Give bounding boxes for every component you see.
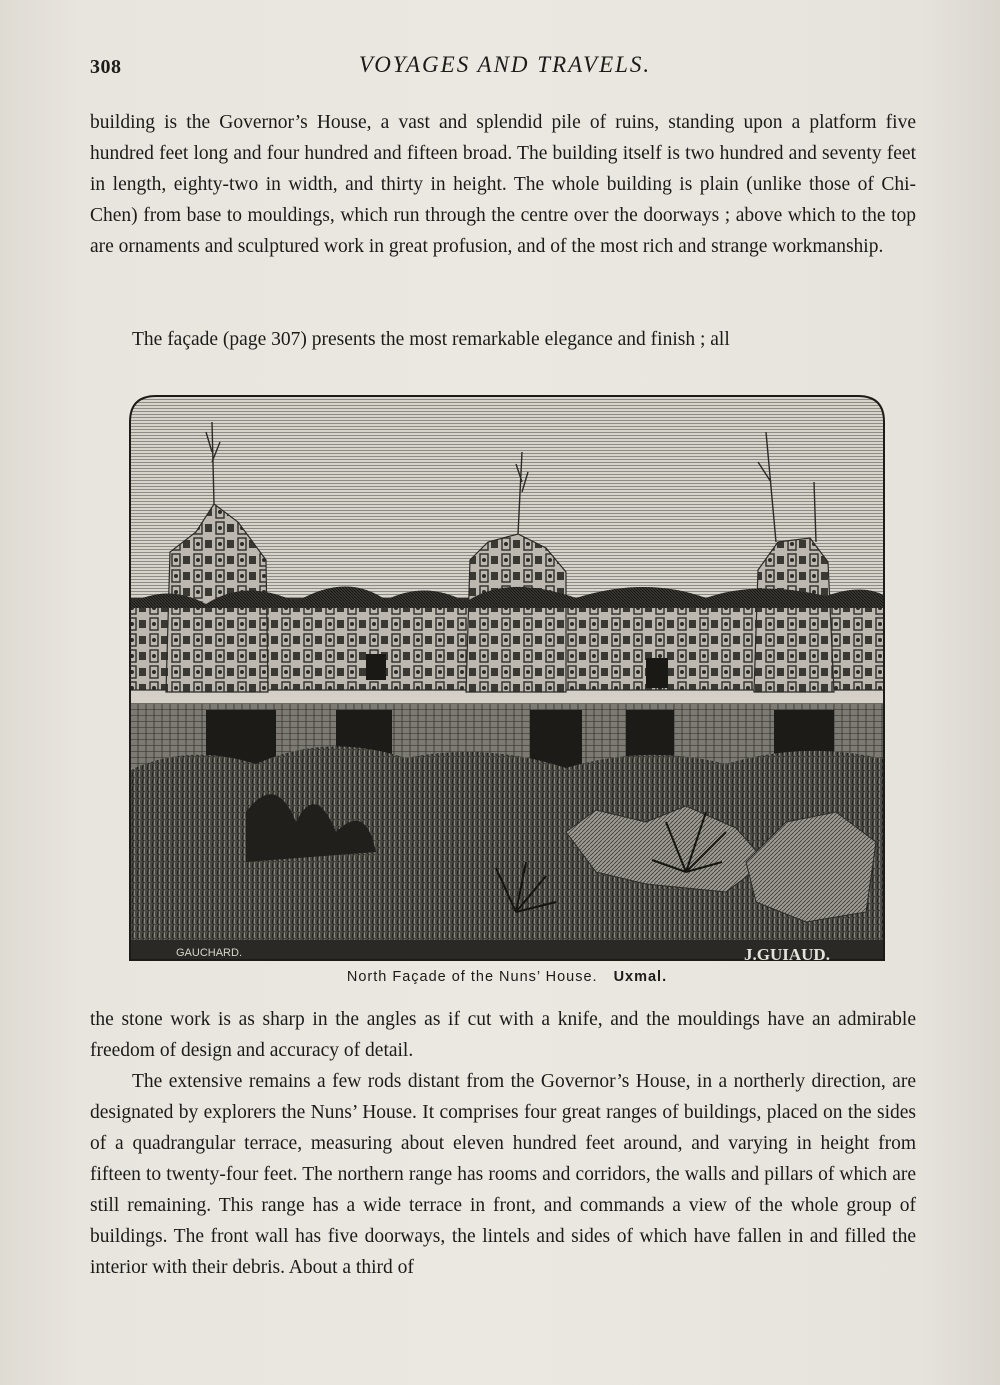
body-text-continued bbox=[90, 1004, 916, 1066]
upper-doorway bbox=[366, 654, 386, 680]
engraving-illustration bbox=[126, 392, 888, 964]
center-tower-ruin bbox=[466, 534, 566, 692]
engraver-signature-left: GAUCHARD. bbox=[176, 947, 243, 959]
paragraph-facade: The façade (page 307) presents the most remarkable elegance and finish ; all bbox=[132, 329, 730, 350]
caption-title: North Façade of the Nuns’ House. bbox=[346, 969, 598, 985]
upper-doorway bbox=[646, 658, 668, 688]
body-text-top bbox=[90, 107, 916, 262]
page-header bbox=[90, 52, 910, 86]
figure-caption bbox=[126, 969, 888, 985]
paragraph-facade-continued: the stone work is as sharp in the angles as if cut with a knife, and the mouldings have an admirable freedom of design and accuracy of detail. bbox=[90, 1009, 916, 1061]
caption-place: Uxmal. bbox=[613, 969, 668, 985]
dark-doorway bbox=[530, 710, 582, 768]
engraver-signature-right: J.GUIAUD. bbox=[744, 945, 830, 964]
paragraph-continued: building is the Governor’s House, a vast and splendid pile of ruins, standing upon a platform five hundred feet long and four hundred and fifteen broad. The building itself is two hundred and seventy feet in length, eighty-two in width, and thirty in height. The whole building is plain (unlike those of Chi-Chen) from base to mouldings, which run through the centre over the doorways ; above which to the top are ornaments and sculptured work in great profusion, and of the most rich and strange workmanship. bbox=[90, 112, 916, 257]
paragraph-nuns-house: The extensive remains a few rods distant from the Governor’s House, in a northerly direction, are designated by explorers the Nuns’ House. It comprises four great ranges of buildings, placed on the sides of a quadrangular terrace, measuring about eleven hundred feet around, and varying in height from fifteen to twenty-four feet. The northern range has rooms and corridors, the walls and pillars of which are still remaining. This range has a wide terrace in front, and commands a view of the whole group of buildings. The front wall has five doorways, the lintels and sides of which have fallen in and filled the interior with their debris. About a third of bbox=[90, 1071, 916, 1278]
engraving-figure bbox=[126, 392, 888, 964]
right-tower-ruin bbox=[754, 538, 834, 692]
body-text-facade bbox=[90, 324, 916, 355]
page-number: 308 bbox=[90, 56, 122, 78]
running-title: VOYAGES AND TRAVELS. bbox=[358, 52, 652, 77]
body-text-nuns-house bbox=[90, 1066, 916, 1283]
